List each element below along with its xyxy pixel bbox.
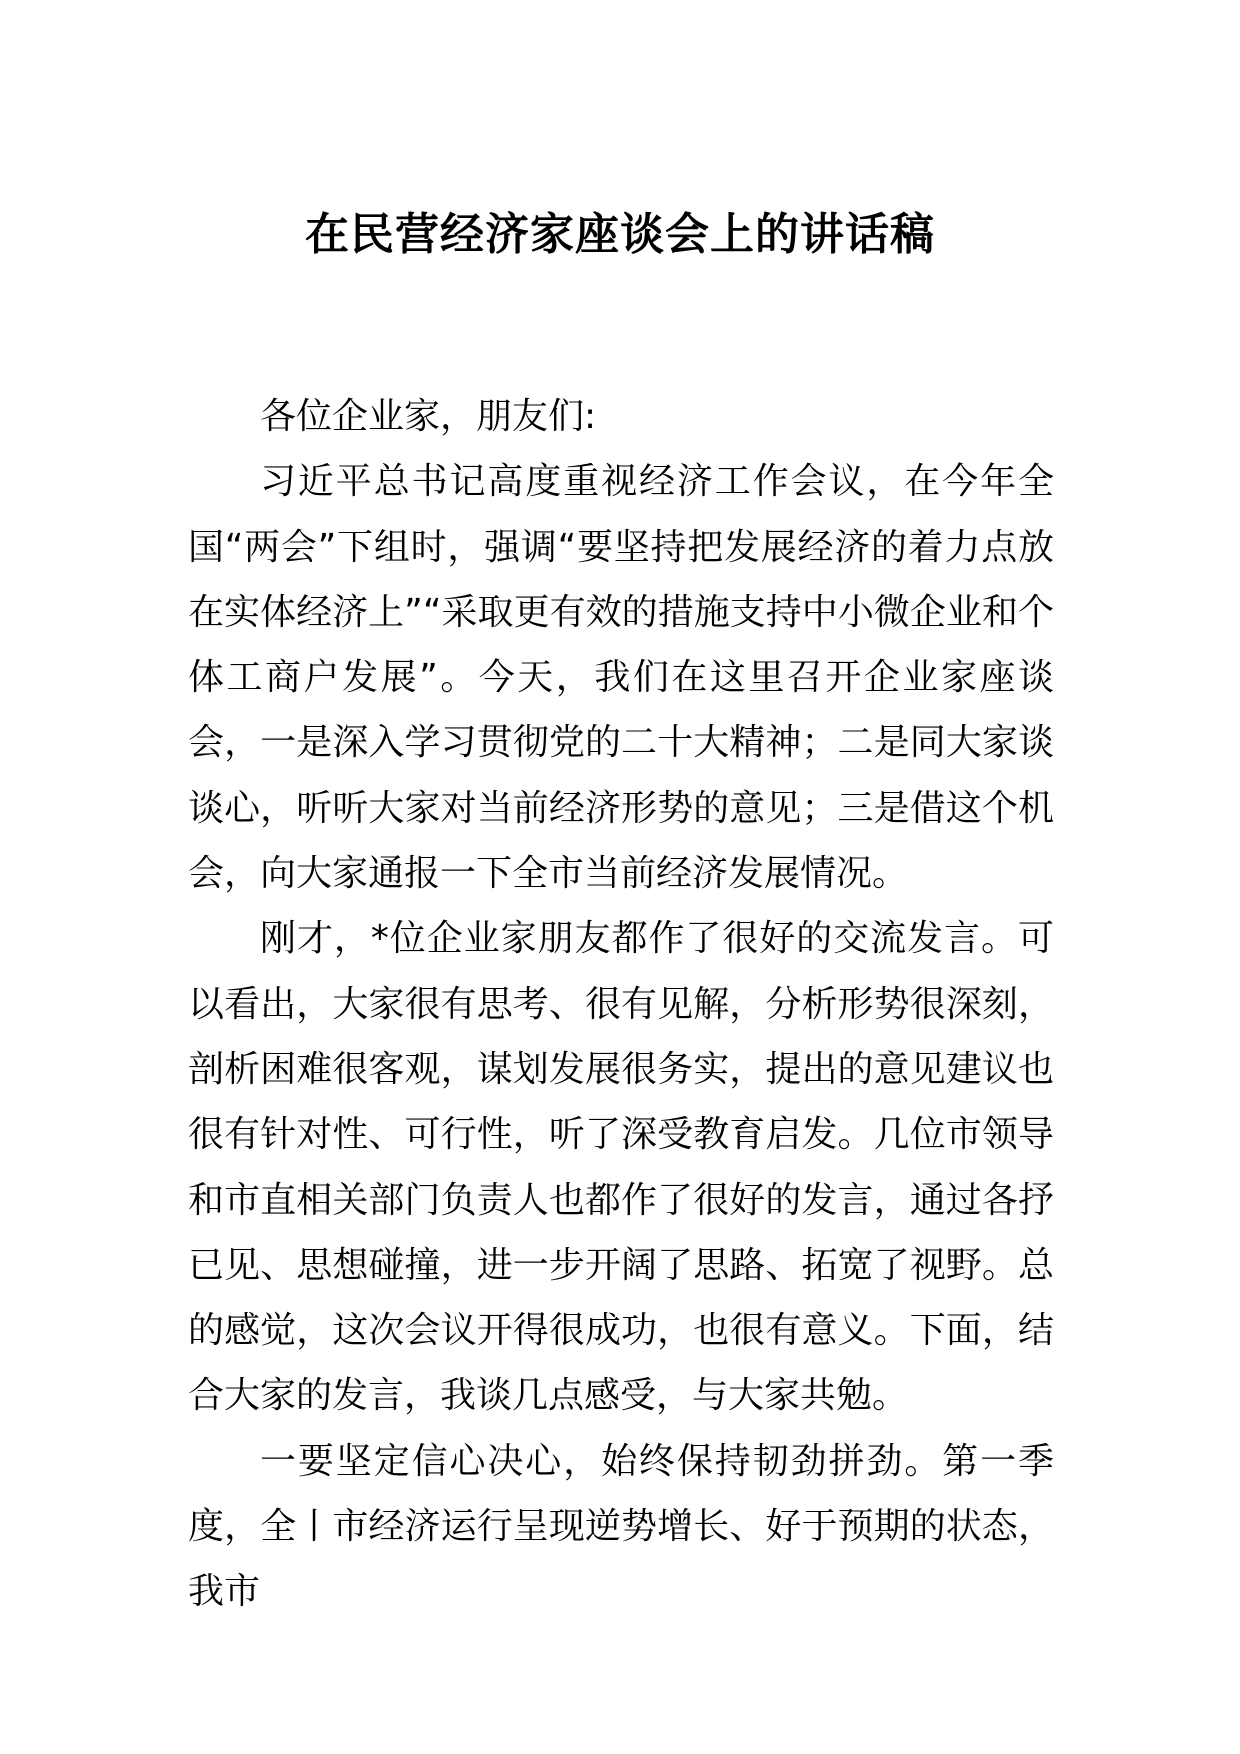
paragraph-greeting: 各位企业家，朋友们: — [260, 396, 597, 437]
document-body — [188, 384, 1054, 1625]
paragraph-point-one: 一要坚定信心决心，始终保持韧劲拼劲。第一季度，全丨市经济运行呈现逆势增长、好于预期的状态，我市 — [188, 1440, 1054, 1613]
paragraph-intro: 习近平总书记高度重视经济工作会议，在今年全国“两会”下组时，强调“要坚持把发展经济的着力点放在实体经济上”“采取更有效的措施支持中小微企业和个体工商户发展”。今天，我们在这里召开企业家座谈会，一是深入学习贯彻党的二十大精神；二是同大家谈谈心，听听大家对当前经济形势的意见；三是借这个机会，向大家通报一下全市当前经济发展情况。 — [188, 461, 1054, 895]
paragraph-review: 刚才，*位企业家朋友都作了很好的交流发言。可以看出，大家很有思考、很有见解，分析形势很深刻，剖析困难很客观，谋划发展很务实，提出的意见建议也很有针对性、可行性，听了深受教育启发。几位市领导和市直相关部门负责人也都作了很好的发言，通过各抒已见、思想碰撞，进一步开阔了思路、拓宽了视野。总的感觉，这次会议开得很成功，也很有意义。下面，结合大家的发言，我谈几点感受，与大家共勉。 — [188, 918, 1054, 1417]
document-title: 在民营经济家座谈会上的讲话稿 — [305, 209, 935, 260]
